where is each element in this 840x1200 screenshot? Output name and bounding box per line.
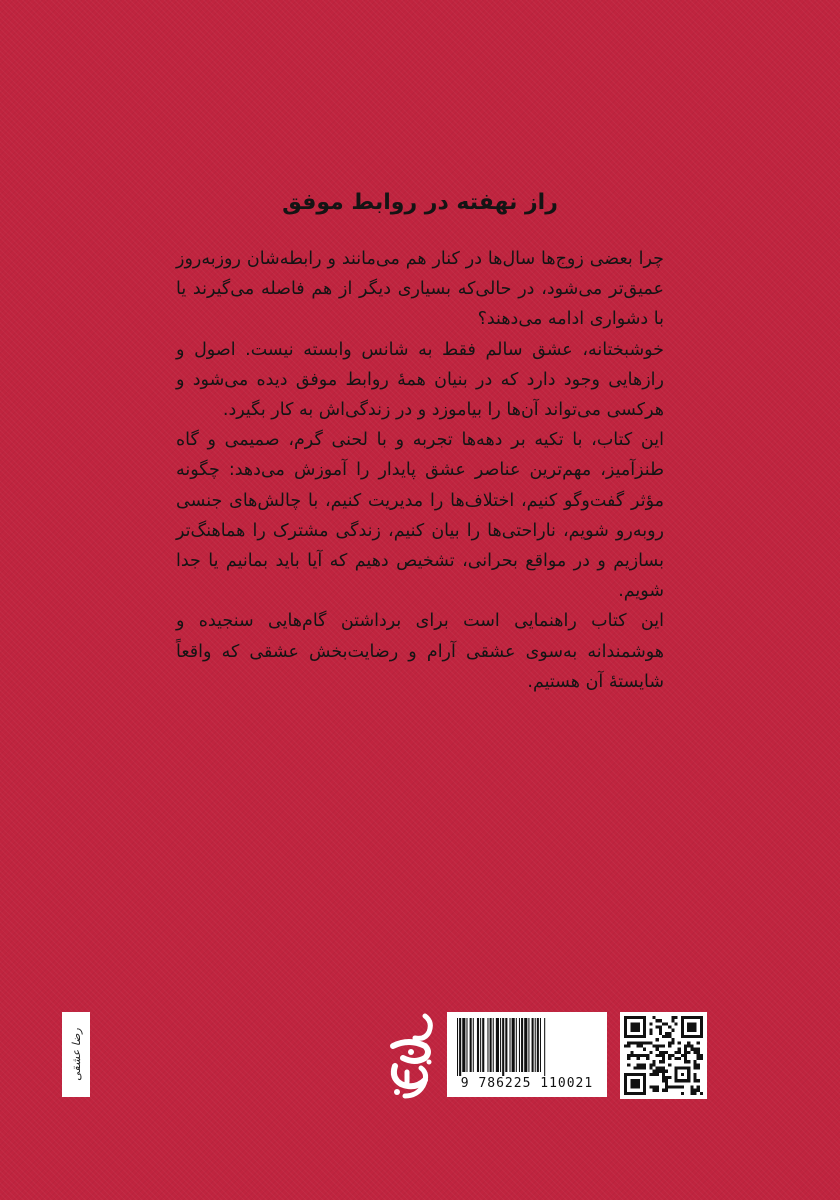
barcode-bar bbox=[524, 1018, 527, 1072]
qr-module bbox=[697, 1048, 700, 1051]
qr-module bbox=[697, 1051, 700, 1054]
qr-module bbox=[662, 1076, 665, 1079]
qr-module bbox=[665, 1051, 668, 1054]
qr-module bbox=[624, 1016, 646, 1019]
qr-module bbox=[652, 1016, 655, 1019]
qr-module bbox=[678, 1051, 681, 1054]
qr-module bbox=[694, 1092, 697, 1095]
qr-module bbox=[700, 1016, 703, 1038]
qr-module bbox=[649, 1063, 652, 1066]
qr-module bbox=[643, 1063, 646, 1066]
isbn-barcode bbox=[447, 1012, 607, 1097]
qr-module bbox=[659, 1032, 662, 1035]
qr-module bbox=[694, 1073, 697, 1076]
qr-module bbox=[659, 1067, 662, 1070]
qr-module bbox=[624, 1092, 646, 1095]
qr-module bbox=[665, 1086, 668, 1089]
barcode-bar bbox=[532, 1018, 534, 1072]
qr-module bbox=[646, 1057, 649, 1060]
qr-module bbox=[687, 1067, 690, 1083]
qr-module bbox=[649, 1032, 652, 1035]
qr-module bbox=[633, 1041, 636, 1044]
barcode-bar bbox=[528, 1018, 529, 1072]
qr-module bbox=[665, 1079, 668, 1082]
qr-module bbox=[678, 1041, 681, 1044]
barcode-bar bbox=[535, 1018, 536, 1072]
qr-module bbox=[694, 1048, 697, 1051]
qr-module bbox=[656, 1044, 659, 1047]
qr-module bbox=[630, 1054, 633, 1057]
barcode-bar bbox=[505, 1018, 507, 1072]
qr-module bbox=[656, 1070, 659, 1073]
qr-module bbox=[662, 1060, 665, 1063]
qr-module bbox=[671, 1016, 674, 1019]
qr-module bbox=[668, 1063, 671, 1066]
qr-module bbox=[662, 1079, 665, 1082]
qr-module bbox=[624, 1073, 646, 1076]
qr-module bbox=[678, 1086, 681, 1089]
qr-module bbox=[646, 1041, 649, 1044]
qr-module bbox=[659, 1054, 662, 1057]
qr-module bbox=[668, 1035, 671, 1038]
qr-module bbox=[643, 1073, 646, 1095]
blurb-text bbox=[176, 244, 664, 697]
qr-module bbox=[637, 1041, 640, 1044]
barcode-bar bbox=[502, 1018, 504, 1076]
barcode-bar bbox=[516, 1018, 517, 1072]
qr-module bbox=[624, 1016, 627, 1038]
qr-module bbox=[662, 1054, 665, 1057]
qr-module bbox=[640, 1044, 643, 1047]
qr-module bbox=[665, 1032, 668, 1035]
qr-module bbox=[643, 1067, 646, 1070]
barcode-bar bbox=[490, 1018, 492, 1072]
qr-module bbox=[662, 1089, 665, 1092]
qr-module bbox=[640, 1063, 643, 1066]
barcode-bar bbox=[519, 1018, 520, 1072]
qr-module bbox=[697, 1089, 700, 1092]
qr-module bbox=[662, 1057, 665, 1060]
blurb-paragraph-1: چرا بعضی زوج‌ها سال‌ها در کنار هم می‌مانند و رابطه‌شان روزبه‌روز عمیق‌تر می‌شود، در حالی‌که بسیاری دیگر از هم فاصله می‌گیرند یا با دشواری ادامه می‌دهند؟ bbox=[176, 249, 664, 330]
qr-module bbox=[649, 1041, 652, 1044]
qr-module bbox=[649, 1067, 652, 1070]
qr-module bbox=[633, 1067, 636, 1070]
qr-module bbox=[668, 1032, 671, 1035]
qr-module bbox=[652, 1089, 655, 1092]
qr-module bbox=[684, 1057, 687, 1060]
qr-module bbox=[694, 1076, 697, 1079]
qr-module bbox=[694, 1051, 697, 1054]
qr-module bbox=[649, 1086, 652, 1089]
qr-module bbox=[656, 1054, 659, 1057]
qr-module bbox=[687, 1051, 690, 1054]
qr-module bbox=[627, 1041, 630, 1044]
barcode-bar bbox=[510, 1018, 511, 1072]
qr-module bbox=[687, 1041, 690, 1044]
qr-module bbox=[630, 1022, 639, 1031]
qr-module bbox=[681, 1073, 684, 1076]
qr-module bbox=[668, 1044, 671, 1047]
qr-module bbox=[624, 1035, 646, 1038]
qr-module bbox=[694, 1063, 697, 1066]
qr-module bbox=[681, 1092, 684, 1095]
barcode-bar bbox=[462, 1018, 465, 1072]
qr-module bbox=[675, 1016, 678, 1019]
qr-module bbox=[697, 1057, 700, 1060]
qr-module bbox=[681, 1016, 684, 1038]
qr-module bbox=[662, 1051, 665, 1054]
qr-module bbox=[649, 1051, 652, 1054]
barcode-bar bbox=[480, 1018, 481, 1072]
qr-module bbox=[656, 1086, 659, 1089]
qr-module bbox=[668, 1076, 671, 1079]
qr-module bbox=[675, 1067, 678, 1083]
qr-module bbox=[694, 1089, 697, 1092]
qr-module bbox=[656, 1038, 659, 1041]
qr-module bbox=[662, 1067, 665, 1070]
qr-module bbox=[649, 1029, 652, 1032]
qr-module bbox=[637, 1063, 640, 1066]
qr-module bbox=[668, 1086, 671, 1089]
qr-module bbox=[697, 1041, 700, 1044]
qr-module bbox=[678, 1057, 681, 1060]
blurb-paragraph-4: این کتاب راهنمایی است برای برداشتن گام‌هایی سنجیده و هوشمندانه به‌سوی عشقی آرام و رضایت‌بخش عشقی که واقعاً شایستهٔ آن هستیم. bbox=[176, 611, 664, 692]
qr-module bbox=[684, 1048, 687, 1051]
qr-module bbox=[640, 1067, 643, 1070]
qr-module bbox=[684, 1044, 687, 1047]
qr-module bbox=[656, 1025, 659, 1028]
qr-module bbox=[668, 1054, 671, 1057]
barcode-bar bbox=[537, 1018, 539, 1072]
barcode-bars bbox=[455, 1018, 599, 1076]
qr-module bbox=[656, 1019, 659, 1022]
qr-module bbox=[656, 1067, 659, 1070]
qr-module bbox=[659, 1044, 662, 1047]
qr-module bbox=[665, 1070, 668, 1073]
qr-module bbox=[697, 1086, 700, 1089]
qr-module bbox=[697, 1067, 700, 1070]
qr-module bbox=[665, 1022, 668, 1025]
qr-module bbox=[697, 1063, 700, 1066]
barcode-bar bbox=[521, 1018, 523, 1072]
qr-module bbox=[668, 1041, 671, 1044]
qr-module bbox=[694, 1060, 697, 1063]
barcode-bar bbox=[493, 1018, 494, 1072]
barcode-bar bbox=[466, 1018, 467, 1072]
isbn-number: 9 786225 110021 bbox=[460, 1076, 594, 1091]
qr-module bbox=[700, 1054, 703, 1057]
qr-module bbox=[668, 1025, 671, 1028]
qr-module bbox=[690, 1089, 693, 1092]
barcode-bar bbox=[512, 1018, 515, 1072]
qr-module bbox=[684, 1051, 687, 1054]
qr-module bbox=[675, 1051, 678, 1054]
qr-code bbox=[620, 1012, 707, 1099]
barcode-bar bbox=[487, 1018, 488, 1072]
qr-module bbox=[678, 1048, 681, 1051]
qr-module bbox=[665, 1082, 668, 1085]
qr-module bbox=[640, 1054, 643, 1057]
designer-signature: رضا عشقی bbox=[69, 1028, 83, 1081]
barcode-bar bbox=[457, 1018, 458, 1076]
barcode-bar bbox=[477, 1018, 479, 1072]
qr-module bbox=[643, 1041, 646, 1044]
qr-module bbox=[649, 1022, 652, 1025]
qr-module bbox=[662, 1035, 665, 1038]
qr-module bbox=[652, 1063, 655, 1066]
qr-module bbox=[630, 1051, 633, 1054]
qr-module bbox=[659, 1051, 662, 1054]
blurb-paragraph-3: این کتاب، با تکیه بر دهه‌ها تجربه و با لحنی گرم، صمیمی و گاه طنزآمیز، مهم‌ترین عناصر عشق پایدار را آموزش می‌دهد: چگونه مؤثر گفت‌وگو کنیم، اختلاف‌ها را مدیریت کنیم، با چالش‌های جنسی روبه‌رو شویم، ناراحتی‌ها را بیان کنیم، زندگی مشترک را هماهنگ‌تر بسازیم و در مواقع بحرانی، تشخیص دهیم که آیا باید بمانیم یا جدا شویم. bbox=[176, 430, 664, 602]
qr-module bbox=[643, 1048, 646, 1051]
qr-module bbox=[652, 1044, 655, 1047]
qr-module bbox=[630, 1079, 639, 1088]
qr-module bbox=[671, 1029, 674, 1032]
qr-module bbox=[637, 1044, 640, 1047]
qr-module bbox=[671, 1086, 674, 1089]
qr-code-pattern bbox=[624, 1016, 703, 1095]
qr-module bbox=[665, 1076, 668, 1079]
qr-module bbox=[662, 1073, 665, 1076]
qr-module bbox=[675, 1086, 678, 1089]
book-title: راز نهفته در روابط موفق bbox=[282, 190, 558, 215]
barcode-bar bbox=[496, 1018, 499, 1072]
qr-module bbox=[665, 1035, 668, 1038]
qr-module bbox=[643, 1016, 646, 1038]
qr-module bbox=[652, 1086, 655, 1089]
qr-module bbox=[627, 1044, 630, 1047]
barcode-bar bbox=[500, 1018, 501, 1072]
barcode-bar bbox=[544, 1018, 545, 1076]
qr-module bbox=[627, 1057, 630, 1060]
qr-module bbox=[659, 1019, 662, 1022]
qr-module bbox=[671, 1041, 674, 1044]
qr-module bbox=[662, 1070, 665, 1073]
barcode-bar bbox=[482, 1018, 484, 1072]
qr-module bbox=[684, 1054, 687, 1057]
designer-signature-box bbox=[62, 1012, 90, 1097]
barcode-bar bbox=[459, 1018, 461, 1076]
qr-module bbox=[630, 1041, 633, 1044]
qr-module bbox=[700, 1057, 703, 1060]
qr-module bbox=[681, 1054, 684, 1057]
qr-module bbox=[662, 1044, 665, 1047]
qr-module bbox=[659, 1060, 662, 1063]
qr-module bbox=[681, 1086, 684, 1089]
qr-module bbox=[697, 1054, 700, 1057]
qr-module bbox=[671, 1038, 674, 1041]
qr-module bbox=[627, 1063, 630, 1066]
qr-module bbox=[690, 1092, 693, 1095]
qr-module bbox=[671, 1054, 674, 1057]
qr-module bbox=[675, 1022, 678, 1025]
qr-module bbox=[659, 1070, 662, 1073]
qr-module bbox=[652, 1060, 655, 1063]
qr-module bbox=[646, 1054, 649, 1057]
publisher-logo bbox=[385, 1012, 437, 1100]
barcode-bar bbox=[473, 1018, 474, 1072]
qr-module bbox=[687, 1044, 690, 1047]
qr-module bbox=[652, 1073, 655, 1076]
qr-module bbox=[697, 1079, 700, 1082]
qr-module bbox=[656, 1089, 659, 1092]
qr-module bbox=[659, 1025, 662, 1028]
qr-module bbox=[656, 1048, 659, 1051]
qr-module bbox=[637, 1054, 640, 1057]
qr-module bbox=[637, 1057, 640, 1060]
qr-module bbox=[627, 1054, 630, 1057]
qr-module bbox=[633, 1054, 636, 1057]
qr-module bbox=[681, 1016, 703, 1019]
qr-module bbox=[684, 1060, 687, 1063]
qr-module bbox=[681, 1035, 703, 1038]
qr-module bbox=[694, 1079, 697, 1082]
qr-module bbox=[662, 1022, 665, 1025]
qr-module bbox=[637, 1067, 640, 1070]
blurb-paragraph-2: خوشبختانه، عشق سالم فقط به شانس وابسته نیست. اصول و رازهایی وجود دارد که در بنیان همهٔ روابط موفق دیده می‌شود و هرکسی می‌تواند آن‌ها را بیاموزد و در زندگی‌اش به کار بگیرد. bbox=[176, 339, 664, 421]
qr-module bbox=[675, 1057, 678, 1060]
qr-module bbox=[652, 1070, 655, 1073]
qr-module bbox=[656, 1073, 659, 1076]
qr-module bbox=[700, 1092, 703, 1095]
qr-module bbox=[690, 1044, 693, 1047]
qr-module bbox=[624, 1073, 627, 1095]
barcode-bar bbox=[540, 1018, 541, 1072]
qr-module bbox=[687, 1022, 696, 1031]
qr-module bbox=[687, 1060, 690, 1063]
barcode-bar bbox=[470, 1018, 472, 1072]
qr-module bbox=[649, 1073, 652, 1076]
qr-module bbox=[643, 1054, 646, 1057]
qr-module bbox=[665, 1089, 668, 1092]
qr-module bbox=[671, 1019, 674, 1022]
qr-module bbox=[659, 1029, 662, 1032]
qr-module bbox=[624, 1044, 627, 1047]
qr-module bbox=[694, 1067, 697, 1070]
qr-module bbox=[668, 1057, 671, 1060]
qr-module bbox=[690, 1048, 693, 1051]
qr-module bbox=[640, 1041, 643, 1044]
qr-module bbox=[690, 1086, 693, 1089]
